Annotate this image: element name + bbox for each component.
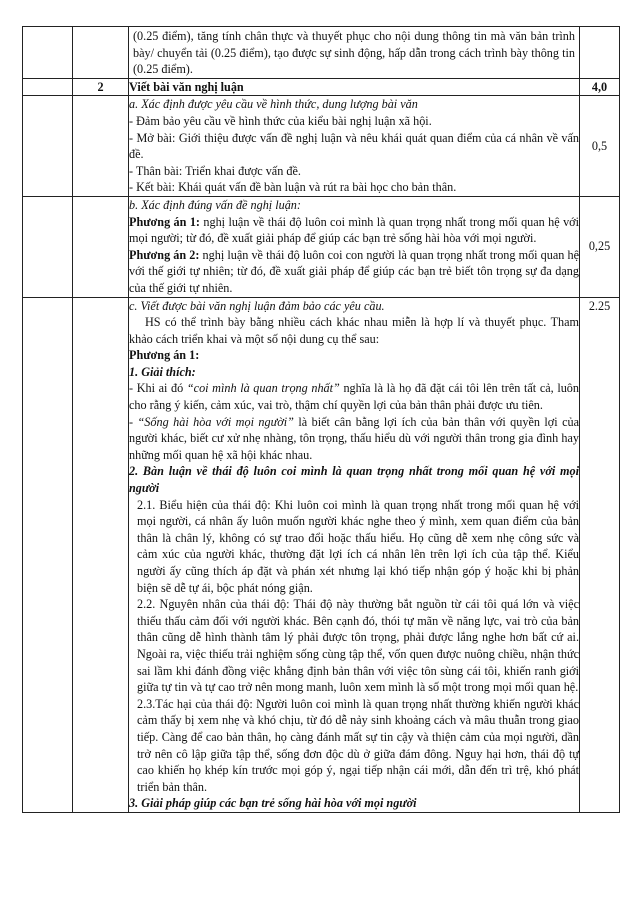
- explain-item-1: - Khi ai đó “coi mình là quan trọng nhất” nghĩa là là họ đã đặt cái tôi lên trên tất cả, luôn cho rằng ý kiến, cảm xúc, vai trò, thậm chí quyền lợi của bản thân phải được ưu tiên.: [129, 381, 579, 413]
- empty-cell: [23, 196, 73, 297]
- table-row: [23, 196, 620, 297]
- option-1-text: Phương án 1: nghị luận về thái độ luôn coi mình là quan trọng nhất trong mối quan hệ với mọi người; từ đó, đề xuất giải pháp để giúp các bạn trẻ sống hài hòa với mọi người.: [129, 214, 579, 246]
- table-row: [23, 297, 620, 812]
- section-header-row: [23, 78, 620, 96]
- option-1-label: Phương án 1:: [129, 214, 200, 229]
- empty-cell: [73, 196, 129, 297]
- part-a-score: 0,5: [580, 96, 620, 197]
- part-c-cell: [129, 297, 580, 812]
- empty-cell: [23, 78, 73, 96]
- empty-cell: [23, 27, 73, 79]
- score-cell: [580, 27, 620, 79]
- option-2-text: Phương án 2: nghị luận về thái độ luôn coi con người là quan trọng nhất trong mối quan hệ với thế giới tự nhiên; từ đó, đề xuất giải pháp để giúp các bạn trẻ biết tôn trọng sự đa dạng của thế giới tự nhiên.: [129, 247, 580, 295]
- section-score: 4,0: [580, 78, 620, 96]
- part-a-line: - Thân bài: Triển khai được vấn đề.: [129, 163, 301, 178]
- part-b-cell: [129, 196, 580, 297]
- table-row: [23, 27, 620, 79]
- part-a-heading: a. Xác định được yêu cầu về hình thức, dung lượng bài văn: [129, 97, 418, 112]
- part-b-score: 0,25: [580, 196, 620, 297]
- empty-cell: [73, 96, 129, 197]
- content-cell: [129, 27, 580, 79]
- part-a-line: - Đảm bảo yêu cầu về hình thức của kiểu bài nghị luận xã hội.: [129, 113, 432, 128]
- part-b-heading: b. Xác định đúng vấn đề nghị luận:: [129, 197, 301, 212]
- option-2-label: Phương án 2:: [129, 247, 200, 262]
- empty-cell: [23, 297, 73, 812]
- part-a-line: - Kết bài: Khái quát vấn đề bàn luận và rút ra bài học cho bản thân.: [129, 180, 457, 195]
- section-title: Viết bài văn nghị luận: [129, 78, 580, 96]
- paragraph-2-1: 2.1. Biểu hiện của thái độ: Khi luôn coi mình là quan trọng nhất trong mối quan hệ với mọi người, cá nhân ấy luôn muốn người khác nghe theo ý mình, xem quan điểm của bản thân là chân lý, không có sự trao đổi hoặc thấu hiểu. Họ cũng dễ xem nhẹ công sức và cảm xúc của người khác, thường đặt lợi ích cá nhân lên trên lợi ích của tập thể. Kiểu người ấy cũng thích áp đặt và phán xét nhưng lại khó tiếp nhận góp ý hoặc khi bị phản biện sẽ dễ tự ái, bộc phát nóng giận.: [137, 497, 579, 595]
- option-title: Phương án 1:: [129, 348, 200, 363]
- empty-cell: [73, 27, 129, 79]
- answer-table: [22, 26, 620, 813]
- empty-cell: [73, 297, 129, 812]
- discuss-title: 2. Bàn luận về thái độ luôn coi mình là quan trọng nhất trong mối quan hệ với mọi người: [129, 464, 579, 496]
- part-a-cell: [129, 96, 580, 197]
- solution-title: 3. Giải pháp giúp các bạn trẻ sống hài hòa với mọi người: [129, 796, 417, 811]
- section-number: 2: [73, 78, 129, 96]
- part-a-line: - Mở bài: Giới thiệu được vấn đề nghị luận và nêu khái quát quan điểm của cá nhân về vấn đề.: [129, 130, 579, 162]
- paragraph-2-3: 2.3.Tác hại của thái độ: Người luôn coi mình là quan trọng nhất thường khiến người khác cảm thấy bị xem nhẹ và khó chịu, từ đó dễ nảy sinh khoảng cách và mâu thuẫn trong giao tiếp. Càng để cao bản thân, họ càng đánh mất sự tin cậy và thiện cảm của mọi người, dần trở nên cô lập giữa tập thể, sống đơn độc dù ở giữa đám đông. Nguy hại hơn, thái độ tự cao khiến họ khép kín trước mọi góp ý, ngại tiếp nhận cái mới, dẫn đến trì trệ, khó phát triển bản thân.: [137, 696, 579, 794]
- part-c-score: 2.25: [580, 297, 620, 812]
- table-row: [23, 96, 620, 197]
- continued-text: (0.25 điểm), tăng tính chân thực và thuyết phục cho nội dung thông tin mà văn bản trình bày/ chuyển tải (0.25 điểm), tạo được sự sinh động, hấp dẫn trong cách trình bày thông tin (0.25 điểm).: [133, 29, 575, 77]
- explain-item-2: - “Sống hài hòa với mọi người” là biết cân bằng lợi ích của bản thân với quyền lợi của người khác, biết cư xử nhẹ nhàng, tôn trọng, thấu hiểu dù với người thân trong gia đình hay những mối quan hệ xã hội khác nhau.: [129, 414, 579, 462]
- empty-cell: [23, 96, 73, 197]
- part-c-intro: HS có thể trình bày bằng nhiều cách khác nhau miễn là hợp lí và thuyết phục. Tham khảo cách triển khai và một số nội dung cụ thể sau:: [129, 315, 579, 346]
- paragraph-2-2: 2.2. Nguyên nhân của thái độ: Thái độ này thường bắt nguồn từ cái tôi quá lớn và việc thiếu thấu cảm đối với người khác. Bên cạnh đó, thói tự mãn về năng lực, vai trò của bản thân cũng dễ hình thành tâm lý phải được tôn trọng, phải được lắng nghe hơn bất cứ ai. Ngoài ra, việc thiếu trải nghiệm sống cùng tập thể, vốn quen được nuông chiều, nhận thức sai lầm khi đánh đồng việc khẳng định bản thân với việc tôn sùng cái tôi, khiến ranh giới giữa tự tin và tự cao trở nên mong manh, luôn xem mình là số một trong mọi mối quan hệ.: [137, 597, 579, 695]
- part-c-heading: c. Viết được bài văn nghị luận đảm bảo các yêu cầu.: [129, 298, 385, 313]
- explain-title: 1. Giải thích:: [129, 364, 196, 379]
